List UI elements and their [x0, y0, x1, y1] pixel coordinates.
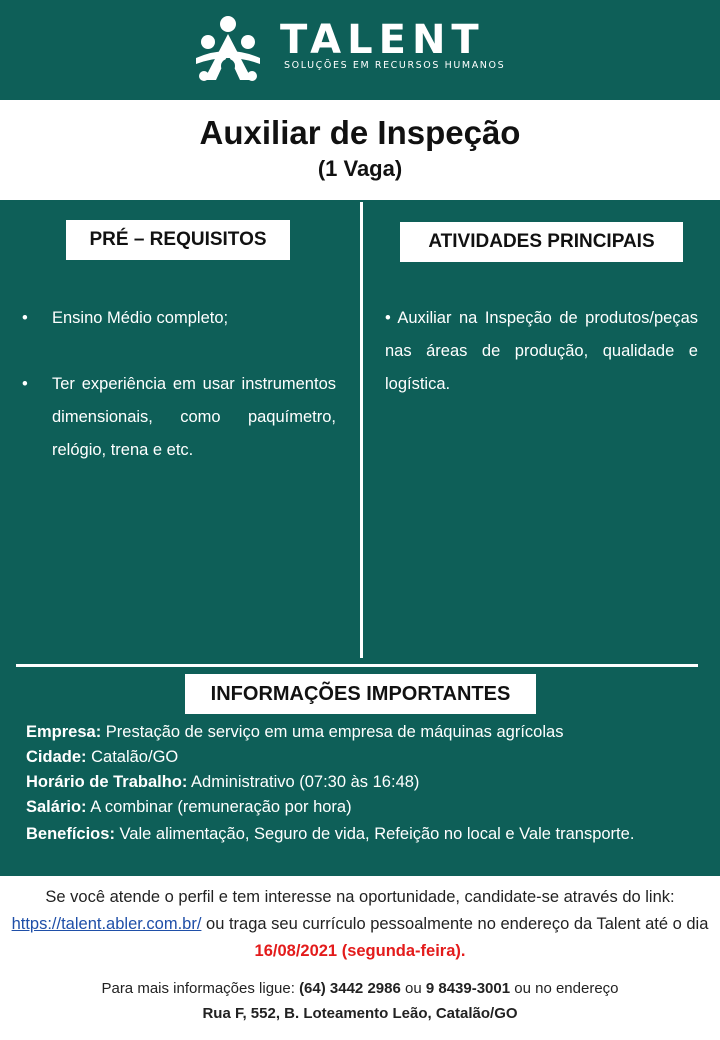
info-city — [26, 745, 696, 770]
info-benefits — [26, 820, 696, 848]
bullet-icon: • — [385, 309, 398, 327]
brand-name: TALENT — [280, 17, 485, 63]
instructions-text: Se você atende o perfil e tem interesse na oportunidade, candidate-se através do link: — [45, 888, 675, 906]
address-line — [0, 1001, 720, 1026]
info-value: Catalão/GO — [91, 748, 179, 766]
contact-or: ou — [404, 980, 422, 997]
activities-list — [385, 302, 698, 401]
list-spacer — [22, 335, 336, 368]
application-instructions — [0, 884, 720, 965]
phone-2: 9 8439-3001 — [425, 980, 511, 997]
requirement-text: Ensino Médio completo; — [52, 309, 229, 327]
info-company — [26, 720, 696, 745]
info-label: Horário de Trabalho: — [26, 773, 188, 791]
info-value: Administrativo (07:30 às 16:48) — [191, 773, 420, 791]
info-label: Empresa: — [26, 723, 102, 741]
contact-prefix: Para mais informações ligue: — [101, 980, 295, 997]
talent-logo-icon — [192, 14, 264, 86]
list-item — [22, 302, 336, 335]
info-label: Cidade: — [26, 748, 87, 766]
section-divider — [16, 664, 698, 667]
instructions-text: ou traga seu currículo pessoalmente no endereço da Talent até o dia — [206, 915, 709, 933]
info-heading: INFORMAÇÕES IMPORTANTES — [185, 674, 536, 714]
application-link[interactable]: https://talent.abler.com.br/ — [11, 915, 202, 933]
phone-1: (64) 3442 2986 — [299, 980, 401, 997]
header-banner — [0, 0, 720, 100]
bullet-icon: • — [22, 309, 28, 327]
job-title: Auxiliar de Inspeção — [199, 114, 521, 151]
activities-heading: ATIVIDADES PRINCIPAIS — [400, 222, 683, 262]
requirements-heading: PRÉ – REQUISITOS — [66, 220, 290, 260]
info-hours — [26, 770, 696, 795]
address-prefix: ou no endereço — [514, 980, 619, 997]
contact-line — [0, 976, 720, 1001]
info-value: A combinar (remuneração por hora) — [90, 798, 352, 816]
requirement-text: Ter experiência em usar instrumentos dimensionais, como paquímetro, relógio, trena e etc. — [52, 375, 336, 459]
column-divider — [360, 202, 363, 658]
info-value: Prestação de serviço em uma empresa de máquinas agrícolas — [105, 723, 564, 741]
info-label: Benefícios: — [26, 825, 115, 843]
contact-info — [0, 976, 720, 1026]
activity-text: Auxiliar na Inspeção de produtos/peças nas áreas de produção, qualidade e logística. — [385, 309, 698, 393]
info-salary — [26, 795, 696, 820]
bullet-icon: • — [22, 375, 28, 393]
job-vacancies: (1 Vaga) — [317, 156, 403, 181]
deadline-date: 16/08/2021 (segunda-feira). — [254, 942, 466, 960]
address: Rua F, 552, B. Loteamento Leão, Catalão/GO — [202, 1005, 518, 1022]
brand-tagline: SOLUÇÕES EM RECURSOS HUMANOS — [284, 60, 506, 71]
info-block — [26, 720, 696, 848]
info-value: Vale alimentação, Seguro de vida, Refeição no local e Vale transporte. — [119, 825, 635, 843]
list-item — [22, 368, 336, 467]
info-label: Salário: — [26, 798, 87, 816]
requirements-list — [22, 302, 336, 467]
